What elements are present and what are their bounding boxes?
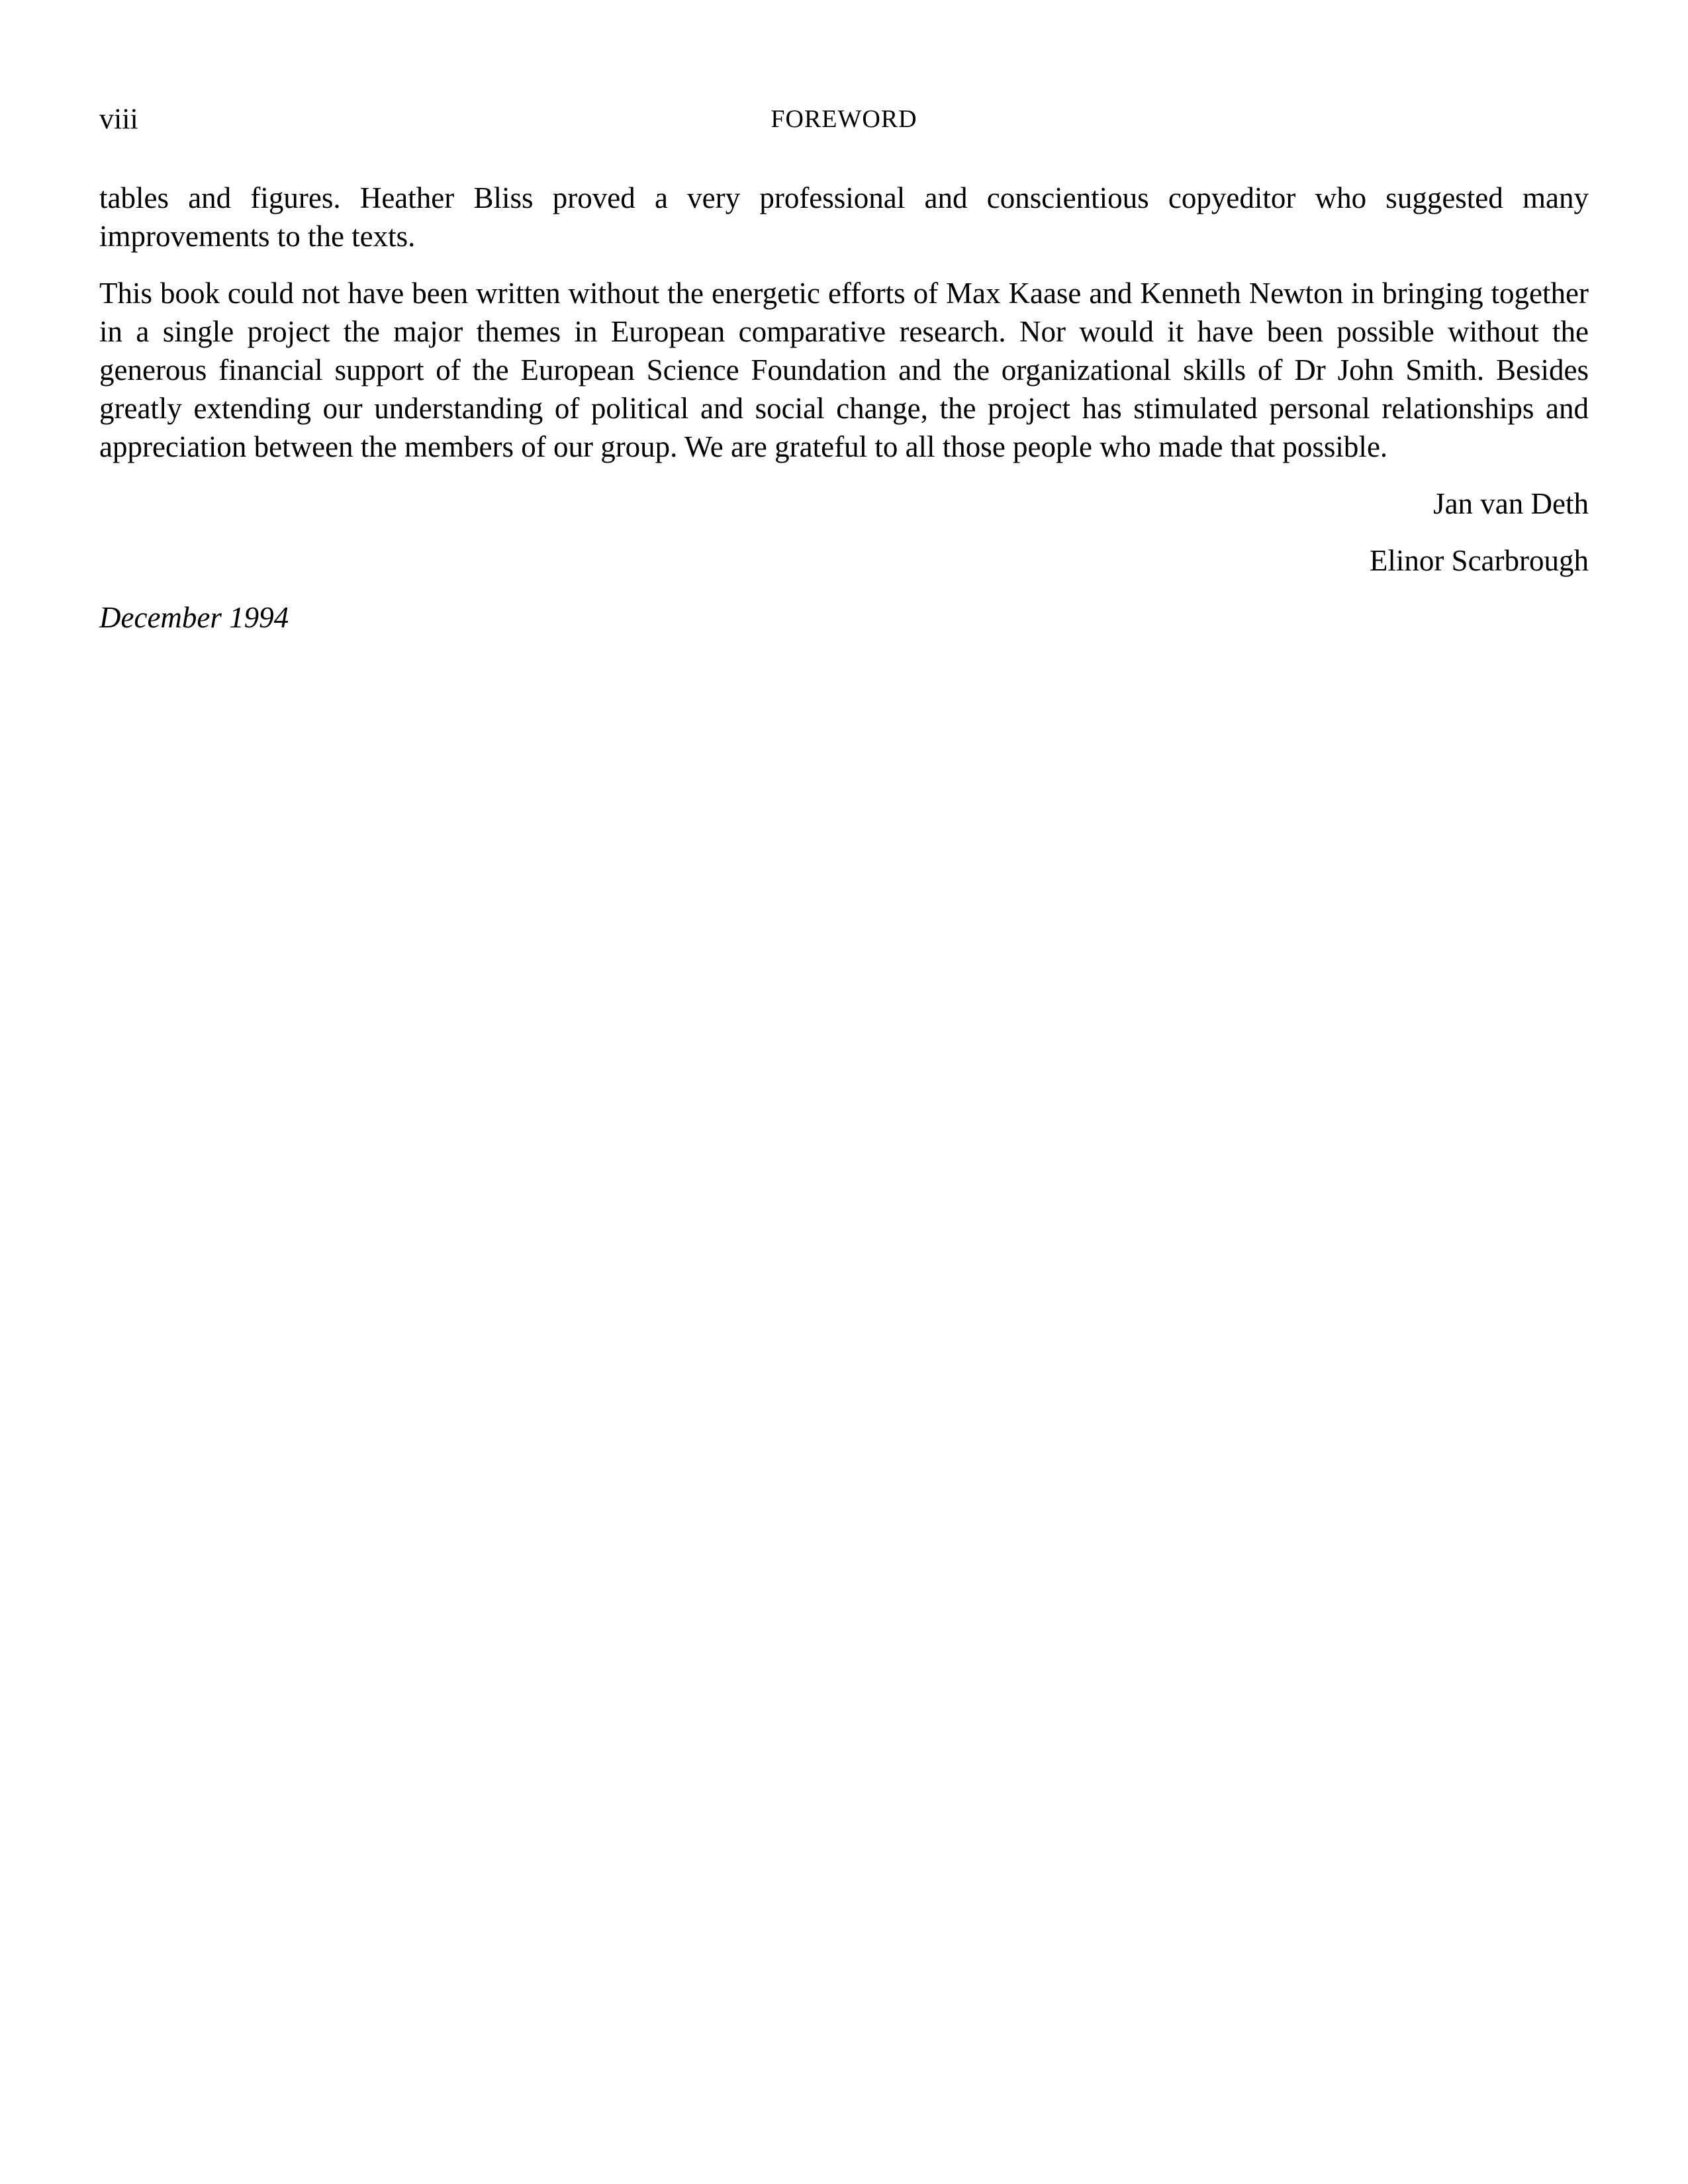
paragraph-acknowledgements: This book could not have been written without the energetic efforts of Max Kaase and Kenneth Newton in bringing together in a single project the major themes in European comparative research. Nor would it have been possible without the generous financial support of the European Science Foundation and the organizational skills of Dr John Smith. Besides greatly extending our understanding of political and social change, the project has stimulated personal relationships and appreciation between the members of our group. We are grateful to all those people who made that possible. [99, 277, 1589, 463]
document-page [99, 99, 1589, 637]
running-head [99, 99, 1589, 139]
running-title: FOREWORD [771, 105, 917, 133]
body-text [99, 179, 1589, 466]
paragraph-continuation: tables and figures. Heather Bliss proved a very professional and conscientious copyeditor who suggested many improvements to the texts. [99, 181, 1589, 253]
foreword-date: December 1994 [99, 601, 289, 634]
signature-elinor-scarbrough: Elinor Scarbrough [1369, 544, 1589, 577]
page-number: viii [99, 103, 138, 135]
signature-jan-van-deth: Jan van Deth [1433, 487, 1589, 520]
